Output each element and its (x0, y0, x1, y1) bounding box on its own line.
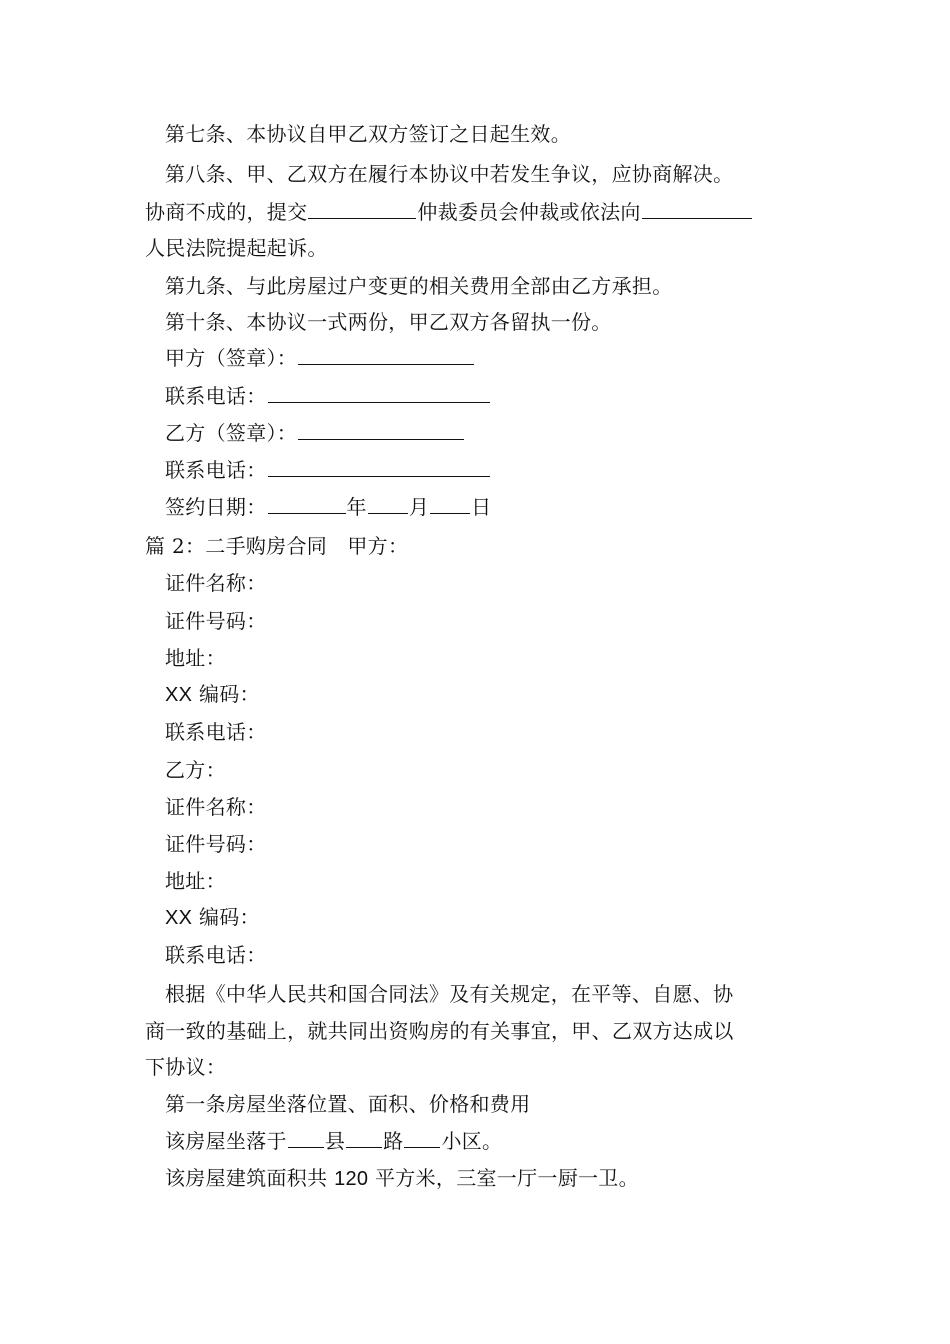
article-8-line-2 (145, 198, 753, 226)
location-line (165, 1127, 502, 1155)
area-text-b: 平方米，三室一厅一厨一卫。 (368, 1166, 639, 1190)
area-text-a: 该房屋建筑面积共 (165, 1166, 335, 1190)
party-a-phone-label: 联系电话： (165, 384, 267, 408)
section-2-title: 篇 2：二手购房合同 甲方： (145, 534, 409, 558)
year-blank (268, 493, 346, 514)
party-a-id-name: 证件名称： (165, 571, 267, 595)
location-text-c: 路 (383, 1129, 404, 1153)
article-7: 第七条、本协议自甲乙双方签订之日起生效。 (165, 122, 571, 146)
intro-line-1: 根据《中华人民共和国合同法》及有关规定，在平等、自愿、协 (165, 982, 734, 1006)
party-a-signature-blank (298, 344, 474, 365)
party-b-heading: 乙方： (165, 758, 226, 782)
party-b-phone-line (165, 456, 491, 484)
party-b-signature-label: 乙方（签章）： (165, 421, 298, 445)
party-a-phone-blank (268, 382, 490, 403)
party-b-phone: 联系电话： (165, 943, 267, 967)
party-a-phone: 联系电话： (165, 720, 267, 744)
article-10: 第十条、本协议一式两份，甲乙双方各留执一份。 (165, 310, 612, 334)
article-1-title: 第一条房屋坐落位置、面积、价格和费用 (165, 1092, 531, 1116)
area-number: 120 (334, 1168, 369, 1190)
party-a-signature-label: 甲方（签章）： (165, 346, 298, 370)
party-b-phone-label: 联系电话： (165, 458, 267, 482)
party-a-address: 地址： (165, 646, 226, 670)
sign-date-label: 签约日期： (165, 495, 267, 519)
location-text-d: 小区。 (441, 1129, 503, 1153)
party-b-signature-line (165, 419, 465, 447)
party-b-postcode (165, 903, 260, 932)
party-a-phone-line (165, 382, 491, 410)
article-8-line-3: 人民法院提起起诉。 (145, 236, 328, 260)
party-a-postcode-xx: XX (165, 684, 193, 706)
area-line (165, 1164, 639, 1193)
sign-date-line (165, 493, 491, 521)
article-8-text-b: 仲裁委员会仲裁或依法向 (417, 200, 641, 224)
intro-line-3: 下协议： (145, 1055, 227, 1079)
county-blank (288, 1127, 324, 1148)
party-a-signature-line (165, 344, 475, 372)
intro-line-2: 商一致的基础上，就共同出资购房的有关事宜，甲、乙双方达成以 (145, 1019, 734, 1043)
day-blank (430, 493, 470, 514)
party-b-postcode-label: 编码： (192, 905, 260, 929)
article-8-line-1: 第八条、甲、乙双方在履行本协议中若发生争议，应协商解决。 (165, 162, 734, 186)
community-blank (404, 1127, 440, 1148)
location-text-a: 该房屋坐落于 (165, 1129, 287, 1153)
party-b-id-name: 证件名称： (165, 795, 267, 819)
article-8-text-a: 协商不成的，提交 (145, 200, 308, 224)
party-b-postcode-xx: XX (165, 907, 193, 929)
party-a-postcode (165, 680, 260, 709)
party-b-phone-blank (268, 456, 490, 477)
arbitration-blank (308, 198, 416, 219)
month-blank (368, 493, 408, 514)
court-blank (642, 198, 752, 219)
location-text-b: 县 (324, 1129, 346, 1153)
day-label: 日 (471, 495, 492, 519)
party-a-id-number: 证件号码： (165, 609, 267, 633)
month-label: 月 (408, 495, 430, 519)
party-b-id-number: 证件号码： (165, 832, 267, 856)
road-blank (346, 1127, 382, 1148)
party-b-address: 地址： (165, 869, 226, 893)
article-9: 第九条、与此房屋过户变更的相关费用全部由乙方承担。 (165, 274, 673, 298)
party-a-postcode-label: 编码： (192, 682, 260, 706)
year-label: 年 (346, 495, 367, 519)
party-b-signature-blank (298, 419, 464, 440)
